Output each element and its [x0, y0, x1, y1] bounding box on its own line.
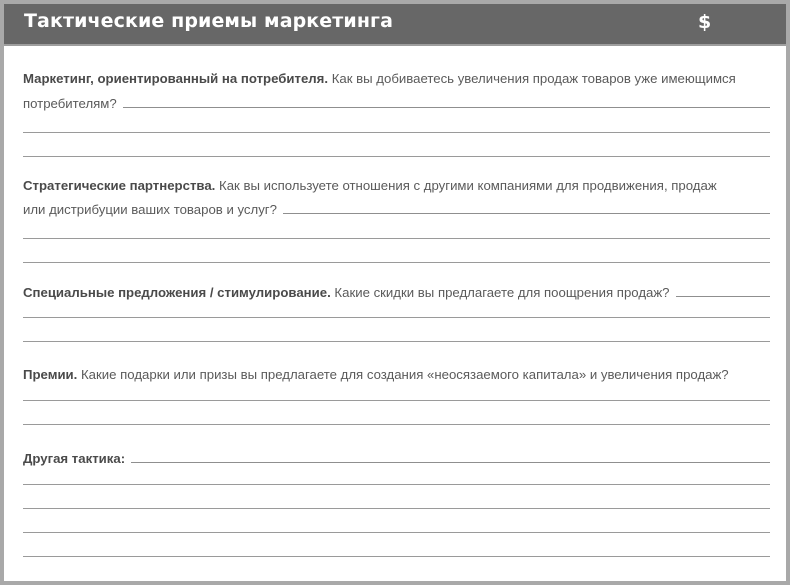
answer-line[interactable] — [23, 238, 770, 239]
answer-line[interactable] — [131, 461, 770, 463]
answer-line[interactable] — [283, 212, 770, 214]
answer-line[interactable] — [23, 508, 770, 509]
answer-line[interactable] — [23, 317, 770, 318]
answer-line[interactable] — [23, 484, 770, 485]
section-heading: Маркетинг, ориентированный на потребителя. — [23, 71, 329, 86]
dollar-icon: $ — [698, 11, 712, 33]
section-question: Какие скидки вы предлагаете для поощрения продаж? — [334, 285, 670, 300]
section-question: Как вы добиваетесь увеличения продаж товаров уже имеющимся — [331, 71, 736, 86]
section-heading: Премии. — [23, 367, 78, 382]
answer-line[interactable] — [23, 532, 770, 533]
answer-line[interactable] — [676, 295, 770, 297]
answer-line[interactable] — [23, 424, 770, 425]
answer-line[interactable] — [23, 262, 770, 263]
section-heading: Стратегические партнерства. — [23, 178, 216, 193]
section-question-continued: потребителям? — [23, 96, 117, 111]
answer-line[interactable] — [23, 132, 770, 133]
section-heading: Другая тактика: — [23, 451, 126, 466]
answer-line[interactable] — [23, 156, 770, 157]
section-question: Как вы используете отношения с другими компаниями для продвижения, продаж — [219, 178, 717, 193]
section-heading: Специальные предложения / стимулирование. — [23, 285, 331, 300]
worksheet-header — [4, 4, 786, 46]
section-question: Какие подарки или призы вы предлагаете для создания «неосязаемого капитала» и увеличения продаж? — [81, 367, 729, 382]
answer-line[interactable] — [23, 341, 770, 342]
worksheet-title: Тактические приемы маркетинга — [24, 10, 393, 32]
section-question-continued: или дистрибуции ваших товаров и услуг? — [23, 202, 277, 217]
answer-line[interactable] — [23, 400, 770, 401]
answer-line[interactable] — [123, 106, 770, 108]
answer-line[interactable] — [23, 556, 770, 557]
